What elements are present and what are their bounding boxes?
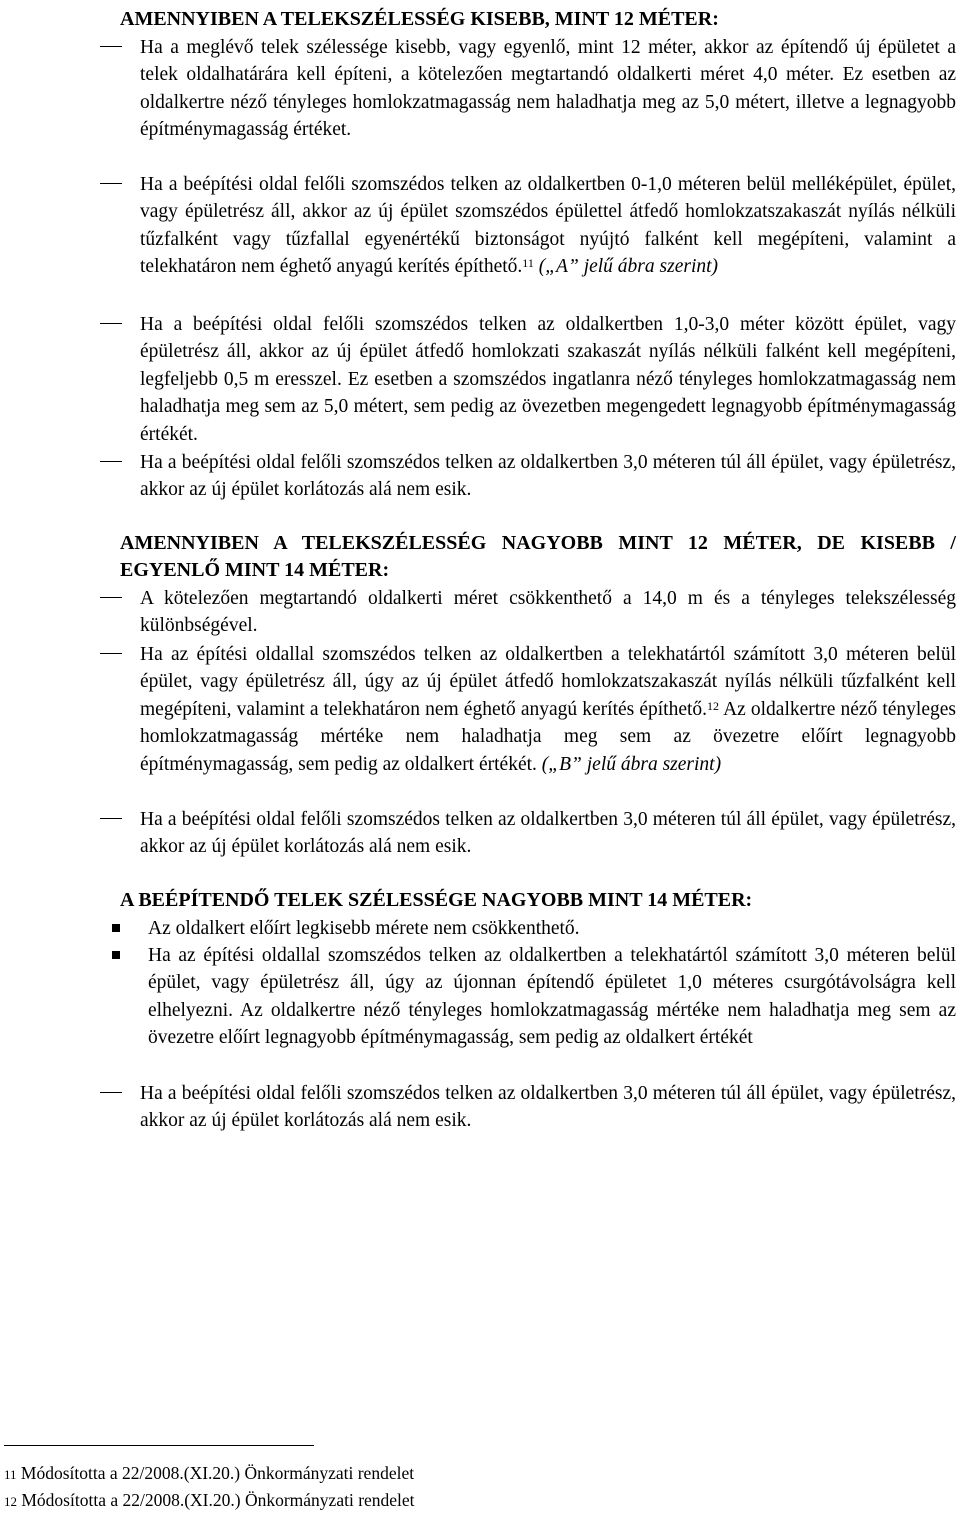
figure-ref: („B” jelű ábra szerint) (541, 753, 722, 775)
paragraph: Ha a beépítési oldal felőli szomszédos telken az oldalkertben 3,0 méteren túl áll épület, vagy épületrész, akkor az új épület korlátozás alá nem esik. (140, 1083, 956, 1132)
dash-marker (100, 171, 122, 198)
footnote: 12 Módosította a 22/2008.(XI.20.) Önkormányzati rendelet (4, 1490, 415, 1510)
square-bullet (100, 942, 120, 969)
dash-marker (100, 641, 122, 668)
dash-marker (100, 1080, 122, 1107)
section-heading-1: AMENNYIBEN A TELEKSZÉLESSÉG KISEBB, MINT 12 MÉTER: (120, 8, 719, 30)
figure-ref: („A” jelű ábra szerint) (538, 256, 719, 278)
paragraph: A kötelezően megtartandó oldalkerti méret csökkenthető a 14,0 m és a tényleges telekszélesség különbségével. (140, 588, 956, 637)
footnote-ref: 11 (522, 256, 534, 271)
paragraph: Ha a beépítési oldal felőli szomszédos telken az oldalkertben 3,0 méteren túl áll épület, vagy épületrész, akkor az új épület korlátozás alá nem esik. (140, 452, 956, 501)
footnote: 11 Módosította a 22/2008.(XI.20.) Önkormányzati rendelet (4, 1463, 415, 1483)
footnote-ref: 12 (707, 698, 720, 713)
footnote-separator (4, 1445, 314, 1446)
dash-marker (100, 311, 122, 338)
bullet-item: Ha az építési oldallal szomszédos telken az oldalkertben a telekhatártól számított 3,0 méteren belül épület, vagy épületrész áll, úgy az újonnan építendő épületet 1,0 méteres csurgótávolságra kell elhelyezni. Az oldalkertre néző tényleges homlokzatmagasság mértéke nem haladhatja meg sem az övezetre előírt legnagyobb építménymagasság, sem pedig az oldalkert értékét (148, 945, 956, 1049)
paragraph: Ha az építési oldallal szomszédos telken az oldalkertben a telekhatártól számított 3,0 méteren belül épület, vagy épületrész áll, úgy az új épület átfedő homlokzatszakaszát nyílás nélküli tűzfalként kell megépíteni, valamint a telekhatáron nem éghető anyagú kerítés építhető.$^{12}$ Az oldalkertre néző tényleges homlokzatmagasság mértéke nem haladhatja meg sem az övezetre előírt legnagyobb építménymagasság, sem pedig az oldalkert értékét. („B” jelű ábra szerint) (140, 644, 956, 775)
bullet-item: Az oldalkert előírt legkisebb mérete nem csökkenthető. (148, 918, 580, 939)
paragraph: Ha a meglévő telek szélessége kisebb, vagy egyenlő, mint 12 méter, akkor az építendő új épületet a telek oldalhatárára kell építeni, a kötelezően megtartandó oldalkerti méret 4,0 méter. Ez esetben az oldalkertre néző tényleges homlokzatmagasság nem haladhatja meg az 5,0 métert, illetve a legnagyobb építménymagasság értéket. (140, 37, 956, 141)
paragraph: Ha a beépítési oldal felőli szomszédos telken az oldalkertben 3,0 méteren túl áll épület, vagy épületrész, akkor az új épület korlátozás alá nem esik. (140, 809, 956, 858)
paragraph: Ha a beépítési oldal felőli szomszédos telken az oldalkertben 0-1,0 méteren belül melléképület, épület, vagy épületrész áll, akkor az új épület szomszédos épülettel átfedő homlokzatszakaszát nyílás nélküli tűzfalként vagy tűzfallal egyenértékű biztonságot nyújtó falként kell megépíteni, valamint a telekhatáron nem éghető anyagú kerítés építhető.$^{11}$ („A” jelű ábra szerint) (140, 174, 956, 278)
dash-marker (100, 585, 122, 612)
dash-marker (100, 449, 122, 476)
section-heading-3: A BEÉPÍTENDŐ TELEK SZÉLESSÉGE NAGYOBB MINT 14 MÉTER: (120, 889, 753, 911)
paragraph: Ha a beépítési oldal felőli szomszédos telken az oldalkertben 1,0-3,0 méter között épület, vagy épületrész áll, akkor az új épület átfedő homlokzati szakaszát nyílás nélküli falként kell megépíteni, legfeljebb 0,5 m eresszel. Ez esetben a szomszédos ingatlanra néző tényleges homlokzatmagasság nem haladhatja meg sem az 5,0 métert, sem pedig az övezetben megengedett legnagyobb építménymagasság értékét. (140, 314, 956, 445)
square-bullet (100, 915, 120, 942)
dash-marker (100, 34, 122, 61)
section-heading-2: AMENNYIBEN A TELEKSZÉLESSÉG NAGYOBB MINT 12 MÉTER, DE KISEBB / EGYENLŐ MINT 14 MÉTER: (120, 532, 956, 581)
dash-marker (100, 806, 122, 833)
